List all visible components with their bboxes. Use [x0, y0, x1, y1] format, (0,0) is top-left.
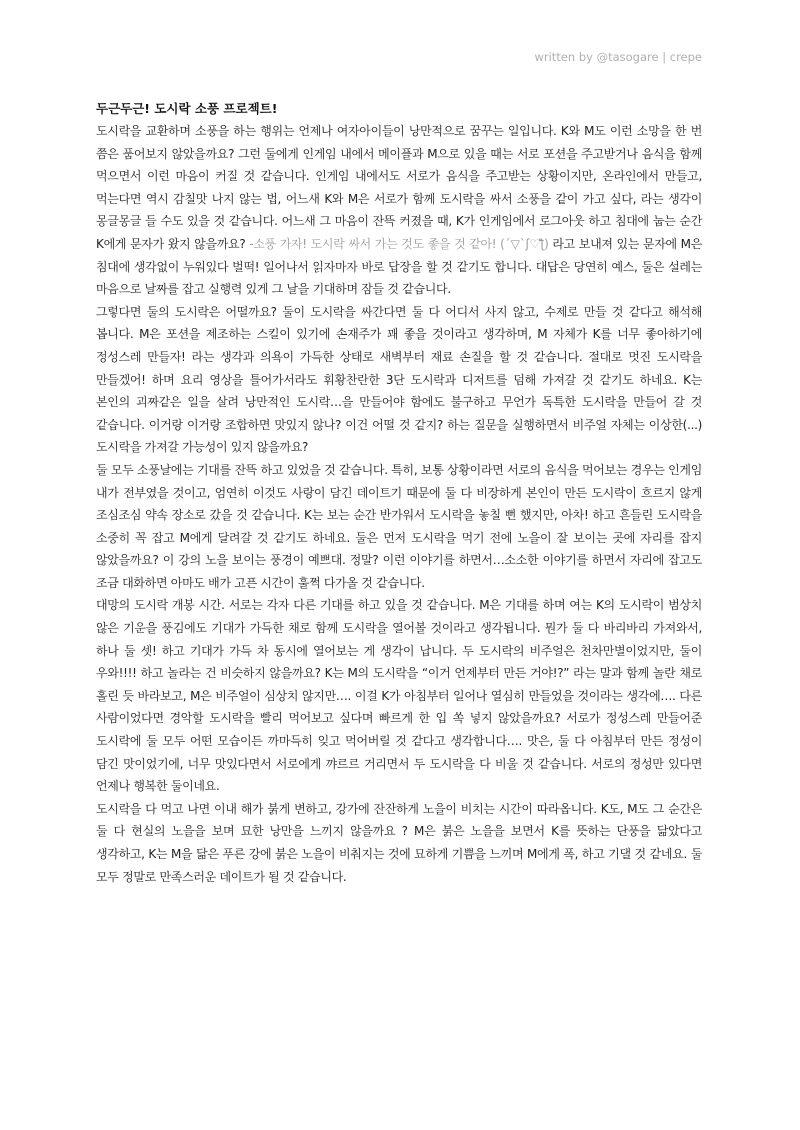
- paragraph-5: 도시락을 다 먹고 나면 이내 해가 붉게 변하고, 강가에 잔잔하게 노을이 비치는 시간이 따라옵니다. K도, M도 그 순간은 둘 다 현실의 노을을 보며 묘한 낭만을 느끼지 않을까요 ? M은 붉은 노을을 보면서 K를 뜻하는 단풍을 닮았다고 생각하고, K는 M을 닮은 푸른 강에 붉은 노을이 비춰지는 것에 묘하게 기쁨을 느끼며 M에게 폭, 하고 기댈 것 같네요. 둘 모두 정말로 만족스러운 데이트가 될 것 같습니다.: [96, 801, 702, 884]
- paragraph-4: 대망의 도시락 개봉 시간. 서로는 각자 다른 기대를 하고 있을 것 같습니다. M은 기대를 하며 여는 K의 도시락이 범상치 않은 기운을 풍김에도 기대가 가득한 채로 함께 도시락을 열어볼 것이라고 생각됩니다. 뭔가 둘 다 바리바리 가져와서, 하나 둘 셋! 하고 기대가 가득 차 동시에 열어보는 게 생각이 납니다. 두 도시락의 비주얼은 천차만별이었지만, 둘이 우와!!!! 하고 놀라는 건 비슷하지 않을까요? K는 M의 도시락을 “이거 언제부터 만든 거야!?” 라는 말과 함께 놀란 채로 홀린 듯 바라보고, M은 비주얼이 심상치 않지만…. 이걸 K가 아침부터 일어나 열심히 만들었을 것이라는 생각에…. 다른 사람이었다면 경악할 도시락을 빨리 먹어보고 싶다며 빠르게 한 입 쏙 넣지 않았을까요? 서로가 정성스레 만들어준 도시락에 둘 모두 어떤 모습이든 까마득히 잊고 먹어버릴 것 같다고 생각합니다…. 맛은, 둘 다 아침부터 만든 정성이 담긴 맛이었기에, 너무 맛있다면서 서로에게 꺄르르 거리면서 두 도시락을 다 비울 것 같습니다. 서로의 정성만 있다면 언제나 행복한 둘이네요.: [96, 598, 702, 794]
- text-message-quote: -소풍 가자! 도시락 싸서 가는 것도 좋을 것 같아! (´▽`ʃ♡ƪ): [249, 236, 549, 251]
- paragraph-3: 둘 모두 소풍날에는 기대를 잔뜩 하고 있었을 것 같습니다. 특히, 보통 상황이라면 서로의 음식을 먹어보는 경우는 인게임 내가 전부였을 것이고, 엄연히 이것도 사랑이 담긴 데이트기 때문에 둘 다 비장하게 본인이 만든 도시락이 흐르지 않게 조심조심 약속 장소로 갔을 것 같습니다. K는 보는 순간 반가워서 도시락을 놓칠 뻔 했지만, 아차! 하고 흔들린 도시락을 소중히 꼭 잡고 M에게 달려갈 것 같기도 하네요. 둘은 먼저 도시락을 먹기 전에 노을이 잘 보이는 곳에 자리를 잡지 않았을까요? 이 강의 노을 보이는 풍경이 예쁘대. 정말? 이런 이야기를 하면서…소소한 이야기를 하면서 자리에 잡고도 조금 대화하면 아마도 배가 고픈 시간이 훌쩍 다가올 것 같습니다.: [96, 462, 702, 590]
- paragraph-1-text: 도시락을 교환하며 소풍을 하는 행위는 언제나 여자아이들이 낭만적으로 꿈꾸는 일입니다. K와 M도 이런 소망을 한 번 쯤은 품어보지 않았을까요? 그런 둘에게 인게임 내에서 메이플과 M으로 있을 때는 서로 포션을 주고받거나 음식을 함께 먹으면서 이런 마음이 커질 것 같습니다. 인게임 내에서도 서로가 음식을 주고받는 상황이지만, 온라인에서 만들고, 먹는다면 역시 감칠맛 나지 않는 법, 어느새 K와 M은 서로가 함께 도시락을 싸서 소풍을 같이 가고 싶다, 라는 생각이 몽글몽글 들 수도 있을 것 같습니다. 어느새 그 마음이 잔뜩 커졌을 때, K가 인게임에서 로그아웃 하고 침대에 눕는 순간 K에게 문자가 왔지 않을까요?: [96, 124, 702, 251]
- document-title: 두근두근! 도시락 소풍 프로젝트!: [96, 101, 278, 116]
- paragraph-2: 그렇다면 둘의 도시락은 어떨까요? 둘이 도시락을 싸간다면 둘 다 어디서 사지 않고, 수제로 만들 것 같다고 해석해 봅니다. M은 포션을 제조하는 스킬이 있기에 손재주가 꽤 좋을 것이라고 생각하며, M 자체가 K를 너무 좋아하기에 정성스레 만들자! 라는 생각과 의욕이 가득한 상태로 새벽부터 재료 손질을 할 것 같습니다. 절대로 멋진 도시락을 만들겠어! 하며 요리 영상을 틀어가서라도 휘황찬란한 3단 도시락과 디저트를 덤해 가져갈 것 같기도 하네요. K는 본인의 괴짜같은 일을 살려 낭만적인 도시락…을 만들어야 함에도 불구하고 무언가 독특한 도시락을 만들어 갈 것 같습니다. 이거랑 이거랑 조합하면 맛있지 않나? 이건 어떨 것 같지? 하는 질문을 실행하면서 비주얼 자체는 이상한(...) 도시락을 가져갈 가능성이 있지 않을까요?: [96, 304, 702, 455]
- document-body: [96, 98, 702, 888]
- paragraph-1: [96, 120, 702, 301]
- paragraph-1-text-end: 라고 보내져 있는 문자에 M은 침대에 생각없이 누워있다 벌떡! 일어나서 읽자마자 바로 답장을 할 것 같기도 합니다. 대답은 당연히 예스, 둘은 설레는 마음으로 날짜를 잡고 실행력 있게 그 날을 기대하며 잠들 것 같습니다.: [96, 236, 702, 297]
- author-credit: written by @tasogare | crepe: [534, 50, 702, 64]
